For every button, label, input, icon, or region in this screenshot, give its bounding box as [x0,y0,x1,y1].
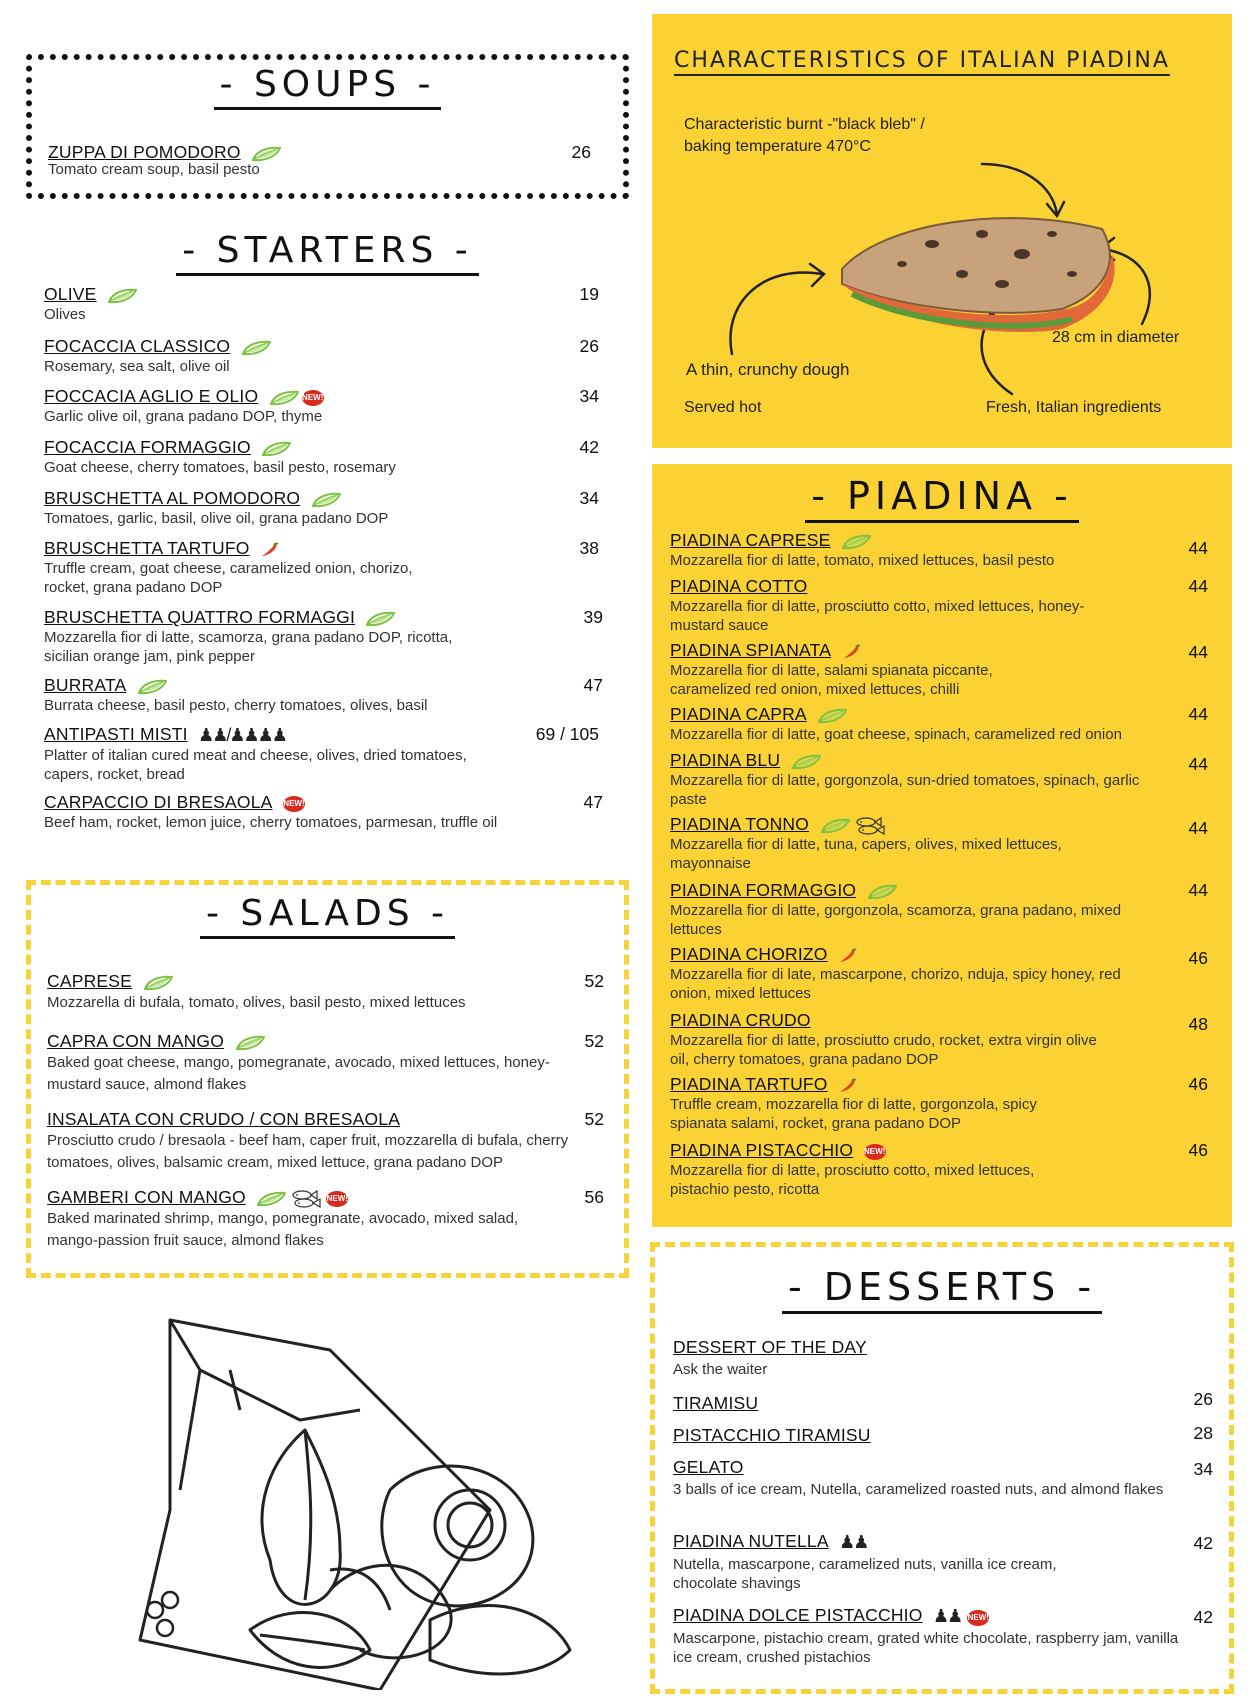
characteristics-panel [652,14,1232,448]
menu-item [670,750,1208,809]
item-name: INSALATA CON CRUDO / CON BRESAOLA [47,1109,401,1129]
item-name: CAPRESE [47,971,133,991]
item-name: PIADINA CRUDO [670,1010,811,1030]
item-price: 26 [579,336,599,356]
item-name: ZUPPA DI POMODORO [48,142,241,162]
item-price: 42 [1193,1607,1213,1627]
item-name: PIADINA COTTO [670,576,808,596]
item-description: Mozzarella fior di latte, goat cheese, spinach, caramelized red onion [670,726,1122,743]
vegetarian-leaf-icon [261,441,291,457]
menu-item [673,1337,1213,1379]
item-description: Platter of italian cured meat and cheese, olives, dried tomatoes, capers, rocket, bread [44,747,467,784]
menu-item [44,675,603,715]
item-description: Mozzarella fior di latte, tuna, capers, olives, mixed lettuces, mayonnaise [670,836,1062,872]
soups-section [26,54,629,199]
vegetarian-leaf-icon [235,1035,265,1051]
item-description: Tomatoes, garlic, basil, olive oil, grana padano DOP [44,510,389,527]
item-price: 56 [584,1187,604,1207]
spicy-chili-icon [260,542,280,558]
item-name: FOCCACIA AGLIO E OLIO [44,386,259,406]
menu-item [673,1389,1213,1414]
piadina-illustration [702,134,1182,404]
new-badge-icon: NEW! [326,1191,348,1207]
item-name: PIADINA PISTACCHIO [670,1140,854,1160]
menu-item [670,1140,1208,1199]
people-sharing-icon: ♟♟ [932,1606,962,1627]
item-name: BRUSCHETTA QUATTRO FORMAGGI [44,607,356,627]
menu-item [670,1074,1208,1133]
vegetarian-leaf-icon [137,679,167,695]
item-name: PIADINA CAPRESE [670,530,831,550]
vegetarian-leaf-icon [791,754,821,770]
menu-item [47,1187,604,1252]
item-price: 42 [1193,1533,1213,1553]
item-name: PIADINA TONNO [670,814,810,834]
item-name: BRUSCHETTA AL POMODORO [44,488,301,508]
item-price: 28 [1193,1423,1213,1443]
piadina-title: - PIADINA - [652,474,1232,523]
note-burnt: Characteristic burnt -"black bleb" / baking temperature 470°C [684,116,925,155]
item-name: PIADINA BLU [670,750,781,770]
item-description: Burrata cheese, basil pesto, cherry tomatoes, olives, basil [44,697,428,714]
item-description: Mozzarella fior di latte, gorgonzola, sun-dried tomatoes, spinach, garlic paste [670,772,1140,808]
item-name: PIADINA CHORIZO [670,944,828,964]
starters-title: - STARTERS - [26,230,629,276]
item-name: FOCACCIA FORMAGGIO [44,437,251,457]
item-description: 3 balls of ice cream, Nutella, caramelized roasted nuts, and almond flakes [673,1481,1164,1498]
item-description: Mozzarella fior di latte, gorgonzola, scamorza, grana padano, mixed lettuces [670,902,1122,938]
item-name: PIADINA TARTUFO [670,1074,828,1094]
seafood-fish-icon [289,1190,323,1208]
item-name: GAMBERI CON MANGO [47,1187,246,1207]
new-badge-icon: NEW! [967,1610,989,1626]
item-price: 26 [1193,1389,1213,1409]
vegetarian-leaf-icon [867,884,897,900]
vegetarian-leaf-icon [143,975,173,991]
item-description: Mozzarella fior di late, mascarpone, chorizo, nduja, spicy honey, red onion, mixed lettuces [670,966,1121,1002]
item-price: 44 [1188,754,1208,774]
item-price: 52 [584,1031,604,1051]
new-badge-icon: NEW! [283,796,305,812]
starters-section [26,226,629,846]
item-description: Mozzarella fior di latte, prosciutto cotto, mixed lettuces, honey-mustard sauce [670,598,1085,634]
menu-item [47,971,604,1014]
item-name: ANTIPASTI MISTI [44,724,188,744]
menu-item [670,576,1208,635]
garlic-cheese-illustration [130,1310,610,1690]
vegetarian-leaf-icon [365,611,395,627]
item-name: PIADINA NUTELLA [673,1531,829,1551]
people-sharing-icon: ♟♟ [839,1532,868,1553]
menu-item [44,284,599,324]
menu-item [673,1457,1213,1499]
vegetarian-leaf-icon [269,390,299,406]
new-badge-icon: NEW! [302,390,324,406]
menu-item [44,437,599,477]
desserts-section [650,1242,1234,1694]
item-price: 47 [583,675,603,695]
item-description: Tomato cream soup, basil pesto [48,161,260,178]
vegetarian-leaf-icon [817,708,847,724]
item-name: TIRAMISU [673,1393,759,1413]
item-price: 47 [583,792,603,812]
menu-item [673,1605,1213,1667]
item-description: Goat cheese, cherry tomatoes, basil pesto, rosemary [44,459,396,476]
item-name: CAPRA CON MANGO [47,1031,225,1051]
vegetarian-leaf-icon [107,288,137,304]
menu-item [670,640,1208,699]
item-name: PISTACCHIO TIRAMISU [673,1425,871,1445]
menu-item [47,1031,604,1096]
spicy-chili-icon [838,948,858,964]
menu-item [670,530,1208,570]
item-price: 26 [571,142,591,162]
item-description: Garlic olive oil, grana padano DOP, thyme [44,408,323,425]
salads-section [26,880,629,1278]
item-price: 46 [1188,1074,1208,1094]
item-price: 46 [1188,948,1208,968]
item-description: Mozzarella fior di latte, prosciutto cotto, mixed lettuces, pistachio pesto, ricotta [670,1162,1035,1198]
item-description: Olives [44,306,86,323]
menu-item [44,538,599,597]
menu-item [670,1010,1208,1069]
item-price: 19 [579,284,599,304]
item-description: Mozzarella fior di latte, prosciutto crudo, rocket, extra virgin olive oil, cherry tomatoes, grana padano DOP [670,1032,1097,1068]
item-name: CARPACCIO DI BRESAOLA [44,792,273,812]
vegetarian-leaf-icon [256,1191,286,1207]
item-price: 39 [583,607,603,627]
menu-item [44,792,603,832]
item-price: 46 [1188,1140,1208,1160]
item-name: GELATO [673,1457,744,1477]
item-description: Mozzarella fior di latte, scamorza, grana padano DOP, ricotta, sicilian orange jam, pink pepper [44,629,453,665]
item-description: Mozzarella di bufala, tomato, olives, basil pesto, mixed lettuces [47,994,466,1011]
item-price: 48 [1188,1014,1208,1034]
soups-title: - SOUPS - [32,64,623,110]
item-name: PIADINA CAPRA [670,704,807,724]
item-name: PIADINA DOLCE PISTACCHIO [673,1605,923,1625]
item-description: Mozzarella fior di latte, salami spianata piccante, caramelized red onion, mixed lettuces, chilli [670,662,993,698]
item-description: Ask the waiter [673,1361,768,1378]
vegetarian-leaf-icon [841,534,871,550]
item-price: 42 [579,437,599,457]
item-name: FOCACCIA CLASSICO [44,336,231,356]
item-description: Beef ham, rocket, lemon juice, cherry tomatoes, parmesan, truffle oil [44,814,498,831]
item-price: 44 [1188,818,1208,838]
menu-item [44,607,603,666]
new-badge-icon: NEW! [864,1144,886,1160]
item-name: BURRATA [44,675,127,695]
menu-item [670,944,1208,1003]
vegetarian-leaf-icon [311,492,341,508]
item-name: BRUSCHETTA TARTUFO [44,538,250,558]
item-name: DESSERT OF THE DAY [673,1337,867,1357]
item-price: 44 [1188,642,1208,662]
menu-item [673,1425,1213,1446]
item-price: 44 [1188,880,1208,900]
item-price: 52 [584,1109,604,1129]
vegetarian-leaf-icon [241,340,271,356]
seafood-fish-icon [853,817,887,835]
note-dough: A thin, crunchy dough [686,360,850,379]
item-price: 52 [584,971,604,991]
salads-title: - SALADS - [31,893,624,939]
people-sharing-icon: ♟♟/♟♟♟♟ [198,725,286,746]
item-description: Truffle cream, mozzarella fior di latte, gorgonzola, spicy spianata salami, rocket, grana padano DOP [670,1096,1037,1132]
desserts-title: - DESSERTS - [655,1265,1229,1314]
item-price: 34 [1193,1459,1213,1479]
menu-item [670,880,1208,939]
menu-item [44,386,599,426]
item-price: 34 [579,488,599,508]
characteristics-title: CHARACTERISTICS OF ITALIAN PIADINA [674,48,1170,76]
menu-item [673,1531,1213,1593]
item-name: OLIVE [44,284,97,304]
item-price: 44 [1188,576,1208,596]
item-name: PIADINA FORMAGGIO [670,880,857,900]
note-diameter: 28 cm in diameter [1052,329,1180,346]
menu-item [47,1109,604,1174]
item-description: Mascarpone, pistachio cream, grated white chocolate, raspberry jam, vanilla ice cream, crushed pistachios [673,1630,1179,1667]
item-description: Prosciutto crudo / bresaola - beef ham, caper fruit, mozzarella di bufala, cherry tomatoes, olives, balsamic cream, mixed lettuce, grana padano DOP [47,1132,569,1171]
item-price: 38 [579,538,599,558]
note-fresh: Fresh, Italian ingredients [986,399,1162,416]
item-description: Mozzarella fior di latte, tomato, mixed lettuces, basil pesto [670,552,1055,569]
note-served: Served hot [684,399,762,416]
spicy-chili-icon [842,644,862,660]
menu-item [44,488,599,528]
menu-item [44,724,599,784]
menu-item [44,336,599,376]
menu-item [48,142,607,179]
spicy-chili-icon [838,1078,858,1094]
item-description: Baked goat cheese, mango, pomegranate, avocado, mixed lettuces, honey-mustard sauce, almond flakes [47,1054,550,1093]
menu-item [670,704,1208,744]
item-price: 69 / 105 [535,724,599,744]
item-description: Baked marinated shrimp, mango, pomegranate, avocado, mixed salad, mango-passion fruit sauce, almond flakes [47,1210,519,1249]
item-price: 44 [1188,538,1208,558]
piadina-section [652,464,1232,1227]
item-description: Nutella, mascarpone, caramelized nuts, vanilla ice cream, chocolate shavings [673,1556,1057,1593]
item-price: 44 [1188,704,1208,724]
item-description: Rosemary, sea salt, olive oil [44,358,230,375]
item-name: PIADINA SPIANATA [670,640,832,660]
vegetarian-leaf-icon [820,818,850,834]
menu-item [670,814,1208,873]
item-price: 34 [579,386,599,406]
item-description: Truffle cream, goat cheese, caramelized onion, chorizo, rocket, grana padano DOP [44,560,413,596]
